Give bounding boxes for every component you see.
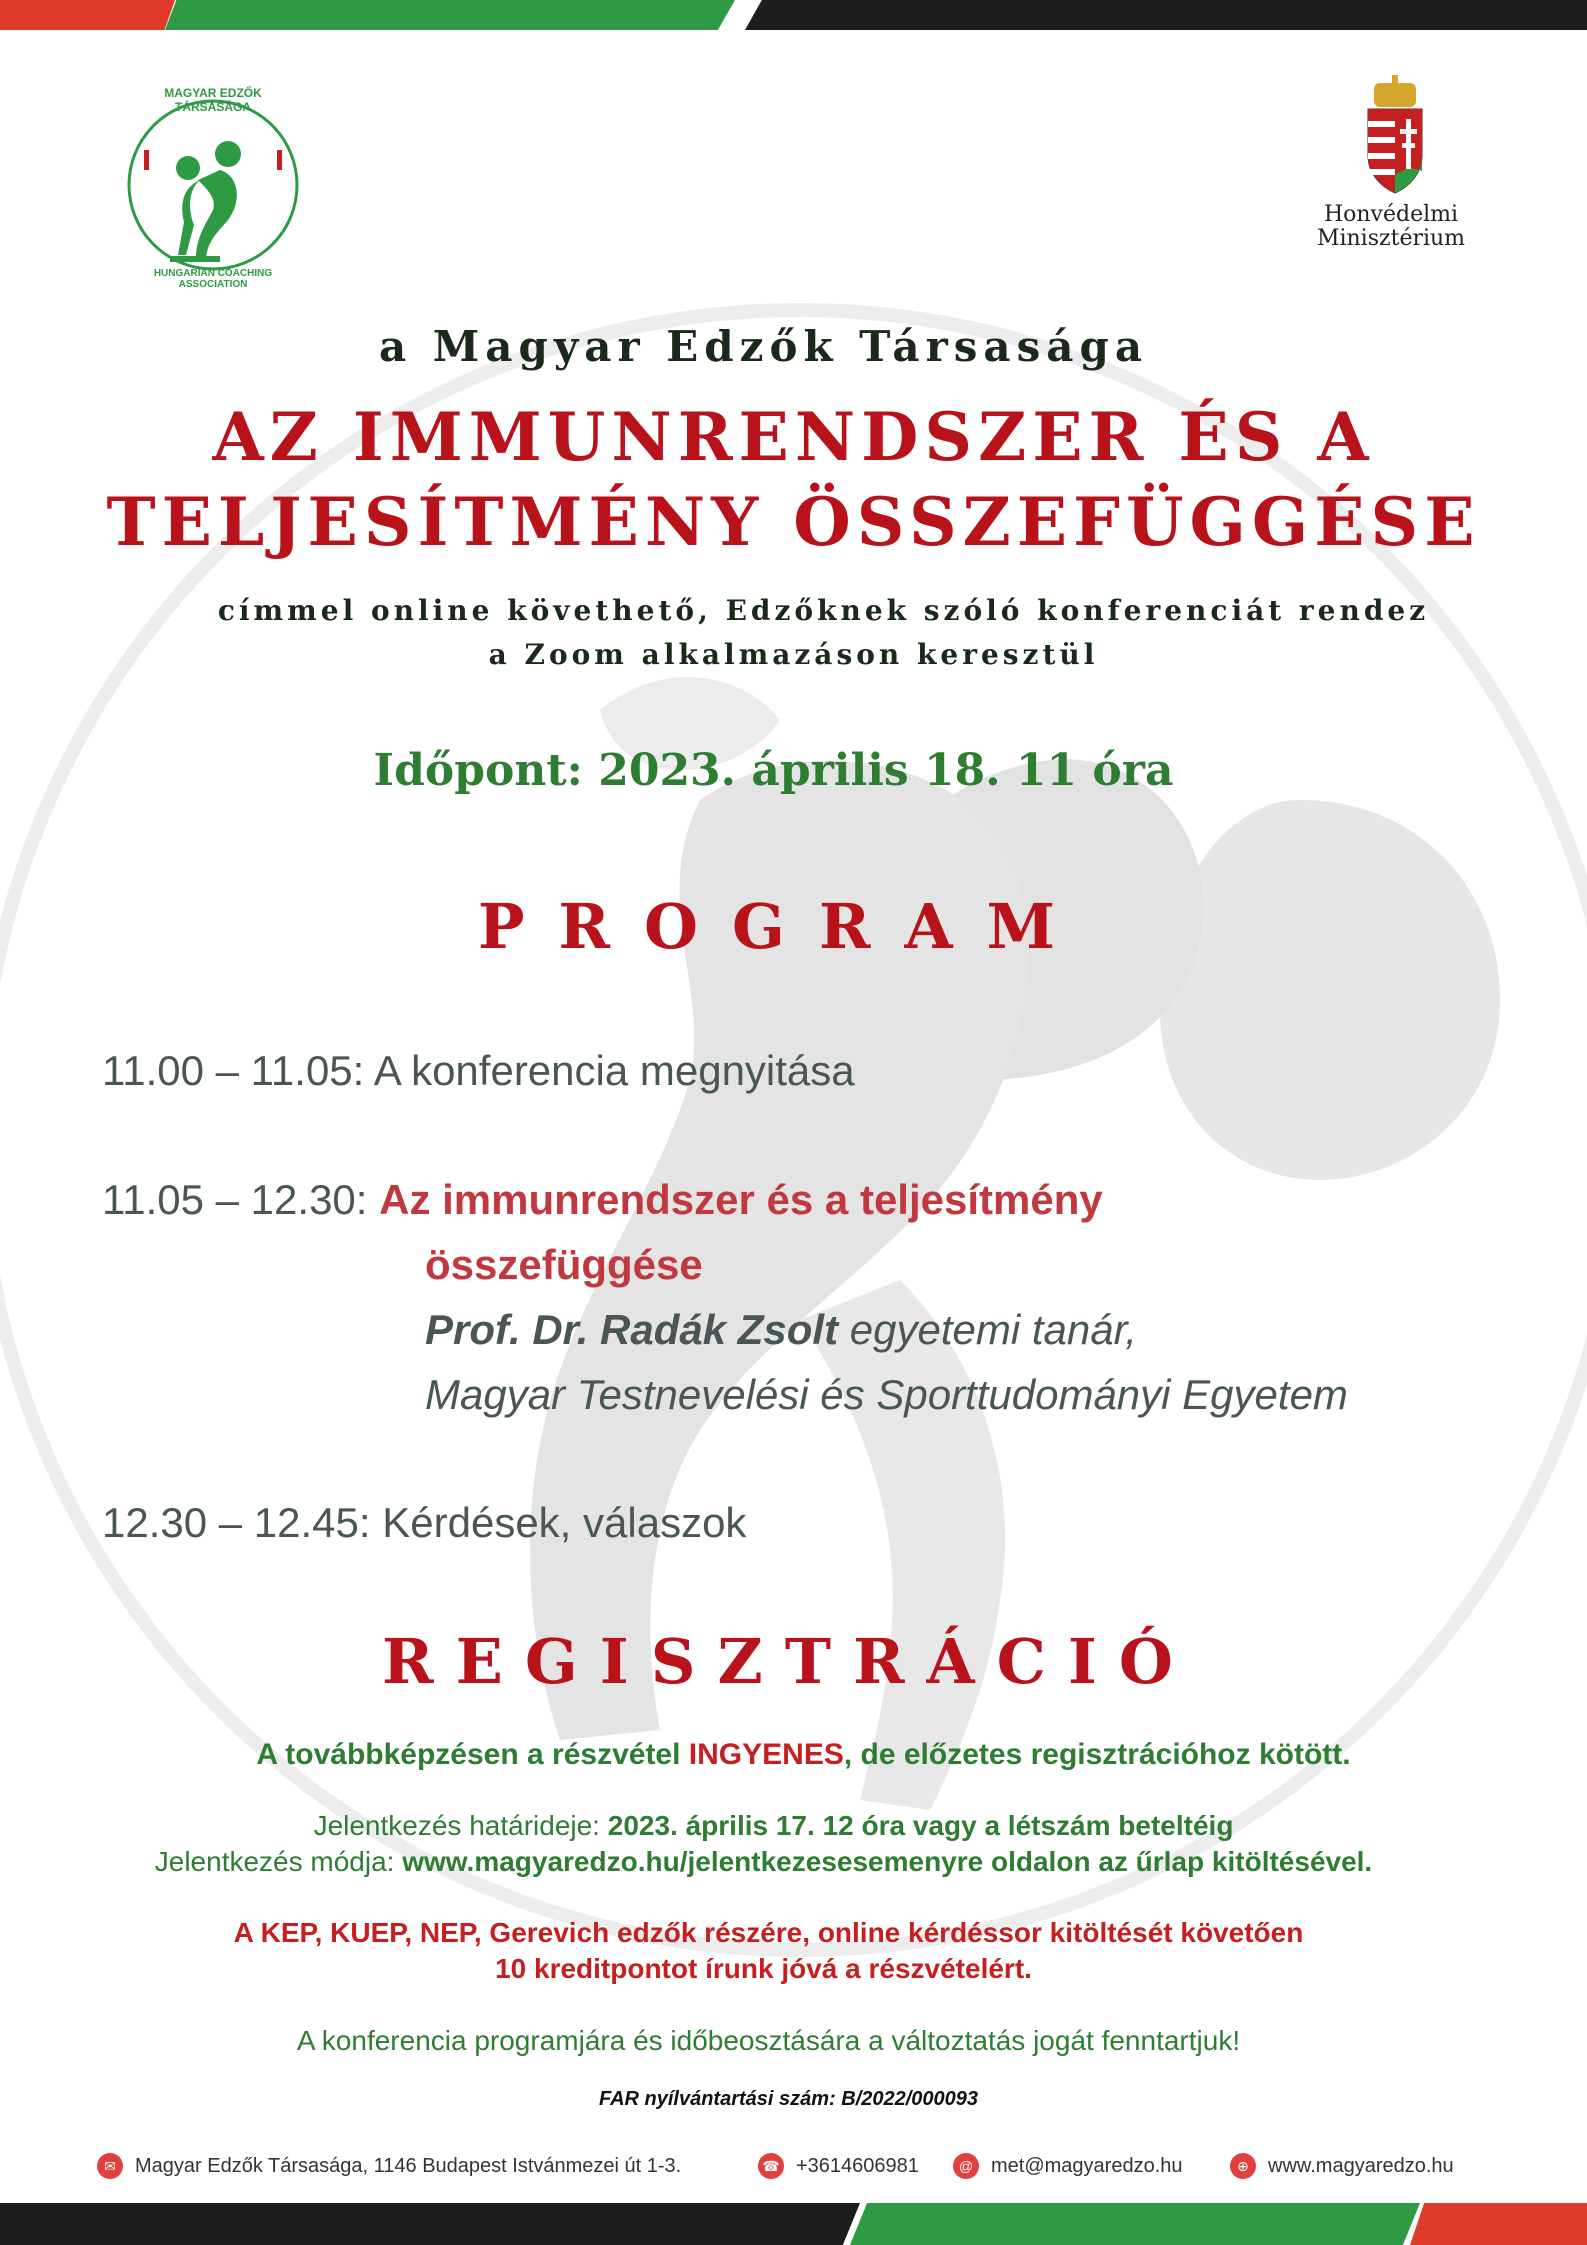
free-post: , de előzetes regisztrációhoz kötött. <box>843 1738 1351 1771</box>
footer-contact-bar <box>0 2153 1587 2189</box>
mail-icon: ✉ <box>97 2153 123 2179</box>
footer-email[interactable] <box>953 2153 1183 2179</box>
top-stripe-red <box>0 0 175 30</box>
bottom-stripe-green <box>850 2203 1420 2245</box>
speaker-line <box>425 1297 1137 1362</box>
deadline-value: 2023. április 17. 12 óra vagy a létszám beteltéig <box>607 1810 1234 1841</box>
program-time: 11.05 – 12.30: <box>102 1176 368 1223</box>
method-value[interactable]: www.magyaredzo.hu/jelentkezesesemenyre oldalon az űrlap kitöltésével. <box>402 1846 1373 1877</box>
deadline-label: Jelentkezés határideje: <box>313 1810 600 1841</box>
footer-address <box>97 2153 681 2179</box>
met-logo-text-bottom: HUNGARIAN COACHING ASSOCIATION <box>153 268 273 290</box>
credit-line2: 10 kreditpontot írunk jóvá a részvételért. <box>495 1953 1032 1984</box>
title-line2: TELJESÍTMÉNY ÖSSZEFÜGGÉSE <box>106 483 1481 561</box>
footer-website[interactable] <box>1230 2153 1454 2179</box>
subtitle-line1: címmel online követhető, Edzőknek szóló konferenciát rendez <box>217 594 1430 627</box>
subtitle-line2: a Zoom alkalmazáson keresztül <box>488 638 1099 671</box>
footer-email-text[interactable]: met@magyaredzo.hu <box>991 2154 1183 2177</box>
phone-icon: ☎ <box>758 2153 784 2179</box>
top-stripe-green <box>165 0 735 30</box>
ministry-line1: Honvédelmi <box>1323 202 1459 227</box>
deadline-line <box>0 1808 1587 1844</box>
program-heading <box>0 890 1587 963</box>
free-word: INGYENES <box>688 1738 844 1771</box>
top-stripe-dark <box>745 0 1587 30</box>
method-line <box>0 1844 1587 1880</box>
speaker-role: egyetemi tanár, <box>849 1306 1137 1353</box>
speaker-institution: Magyar Testnevelési és Sporttudományi Egyetem <box>425 1371 1348 1418</box>
change-reservation-note: A konferencia programjára és időbeosztására a változtatás jogát fenntartjuk! <box>296 2025 1241 2056</box>
free-pre: A továbbképzésen a részvétel <box>256 1738 681 1771</box>
ministry-name <box>1296 203 1486 251</box>
credit-line1: A KEP, KUEP, NEP, Gerevich edzők részére, online kérdéssor kitöltését követően <box>233 1917 1304 1948</box>
far-registration-number: FAR nyílvántartási szám: B/2022/000093 <box>598 2088 979 2110</box>
ministry-line2: Minisztérium <box>1316 226 1466 251</box>
footer-website-text[interactable]: www.magyaredzo.hu <box>1268 2154 1454 2177</box>
talk-title-line1: Az immunrendszer és a teljesítmény <box>379 1176 1103 1223</box>
free-participation-line <box>0 1738 1587 1772</box>
speaker-name: Prof. Dr. Radák Zsolt <box>425 1306 839 1353</box>
program-item-3 <box>102 1490 746 1555</box>
event-date: Időpont: 2023. április 18. 11 óra <box>373 745 1174 796</box>
footer-phone[interactable] <box>758 2153 919 2179</box>
program-heading-text: PROGRAM <box>477 890 1090 963</box>
talk-title-line2: összefüggése <box>425 1241 703 1288</box>
program-item-1 <box>102 1038 855 1103</box>
bottom-stripe-dark <box>0 2203 860 2245</box>
globe-icon: ⊕ <box>1230 2153 1256 2179</box>
hungarian-coat-of-arms-icon <box>1360 75 1430 195</box>
program-text: A konferencia megnyitása <box>373 1047 855 1094</box>
met-logo-text-top: MAGYAR EDZŐK TÁRSASÁGA <box>164 86 262 114</box>
organization-line: a Magyar Edzők Társasága <box>378 322 1149 371</box>
program-text: Kérdések, válaszok <box>382 1499 747 1546</box>
met-logo <box>108 80 318 290</box>
method-label: Jelentkezés módja: <box>154 1846 395 1877</box>
footer-address-text: Magyar Edzők Társasága, 1146 Budapest Istvánmezei út 1-3. <box>135 2154 682 2177</box>
footer-phone-text[interactable]: +3614606981 <box>796 2154 919 2177</box>
program-time: 12.30 – 12.45: <box>102 1499 371 1546</box>
at-icon: @ <box>953 2153 979 2179</box>
program-item-2 <box>102 1167 1103 1232</box>
registration-heading <box>0 1625 1587 1698</box>
registration-heading-text: REGISZTRÁCIÓ <box>382 1625 1195 1698</box>
bottom-stripe-red <box>1410 2203 1587 2245</box>
title-line1: AZ IMMUNRENDSZER ÉS A <box>212 398 1375 476</box>
program-time: 11.00 – 11.05: <box>102 1047 365 1094</box>
